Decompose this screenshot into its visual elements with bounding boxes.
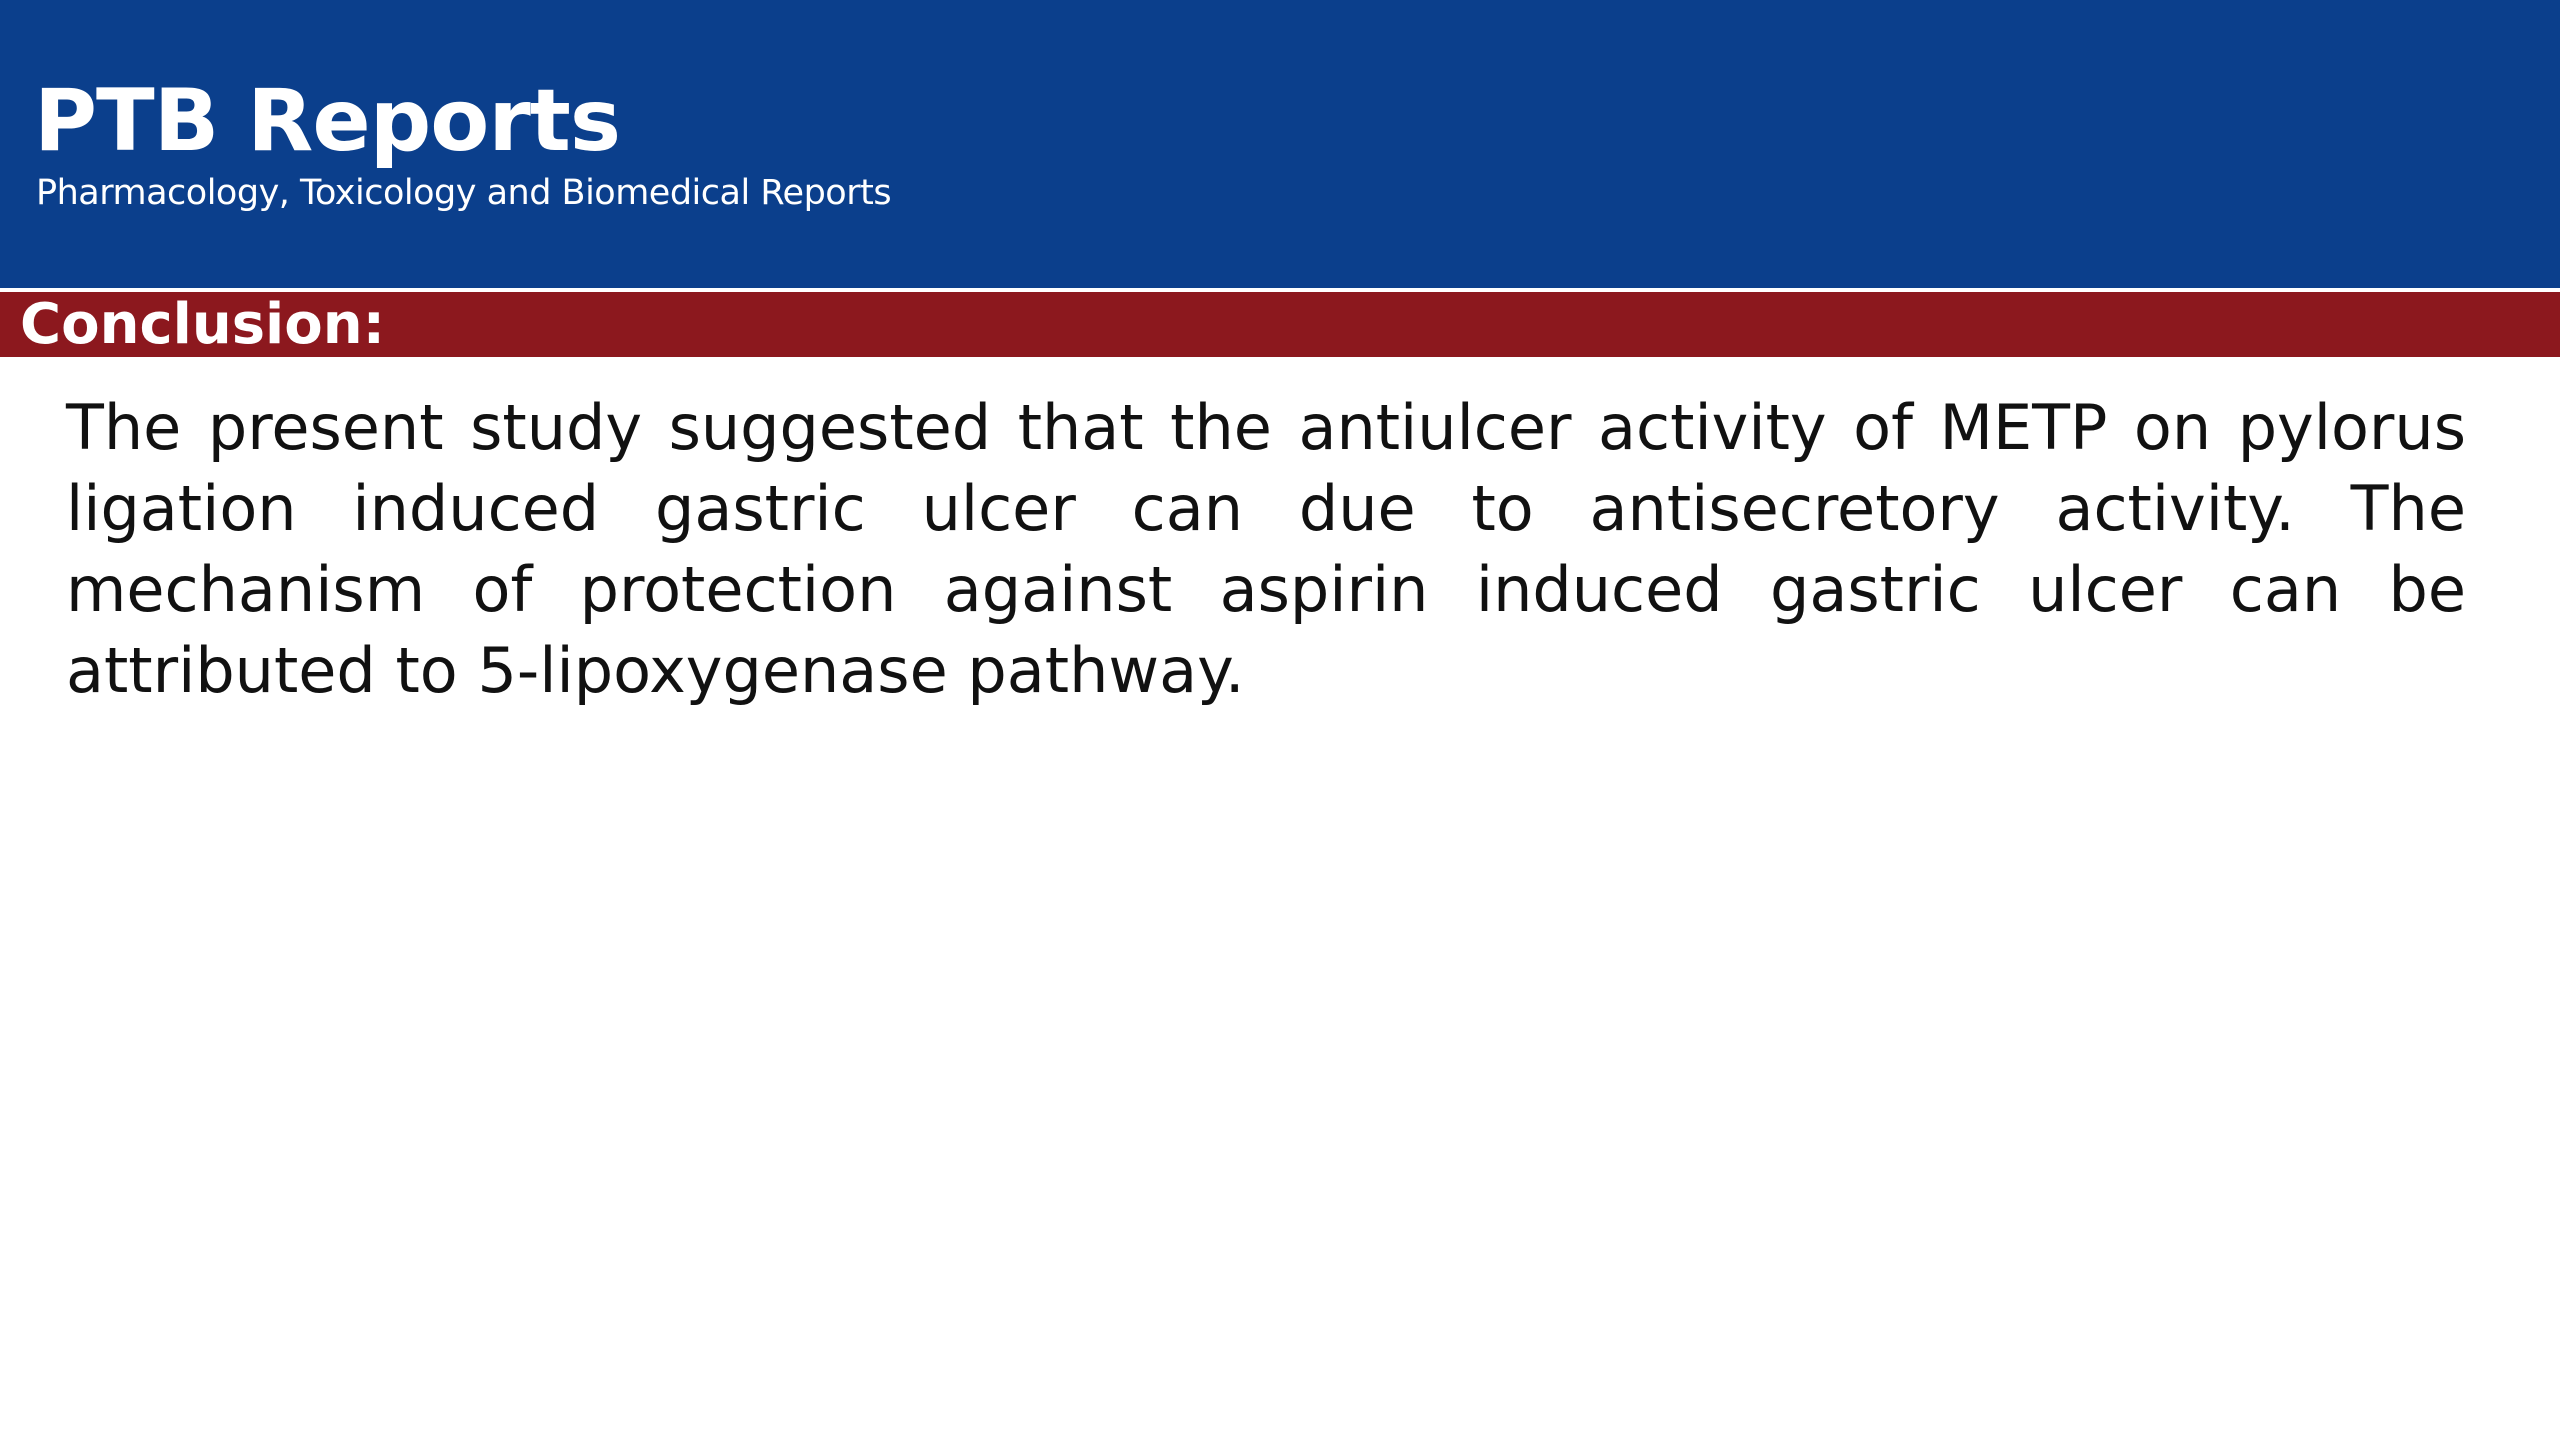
section-heading-bar xyxy=(0,292,2560,357)
conclusion-paragraph: The present study suggested that the antiulcer activity of METP on pylorus ligation induced gastric ulcer can due to antisecretory activity. The mechanism of protection against aspirin induced gastric ulcer can be attributed to 5-lipoxygenase pathway. xyxy=(66,391,2466,707)
journal-title: PTB Reports xyxy=(34,71,621,171)
section-heading: Conclusion: xyxy=(20,292,385,357)
journal-subtitle: Pharmacology, Toxicology and Biomedical Reports xyxy=(36,173,892,213)
journal-header xyxy=(0,0,2560,288)
